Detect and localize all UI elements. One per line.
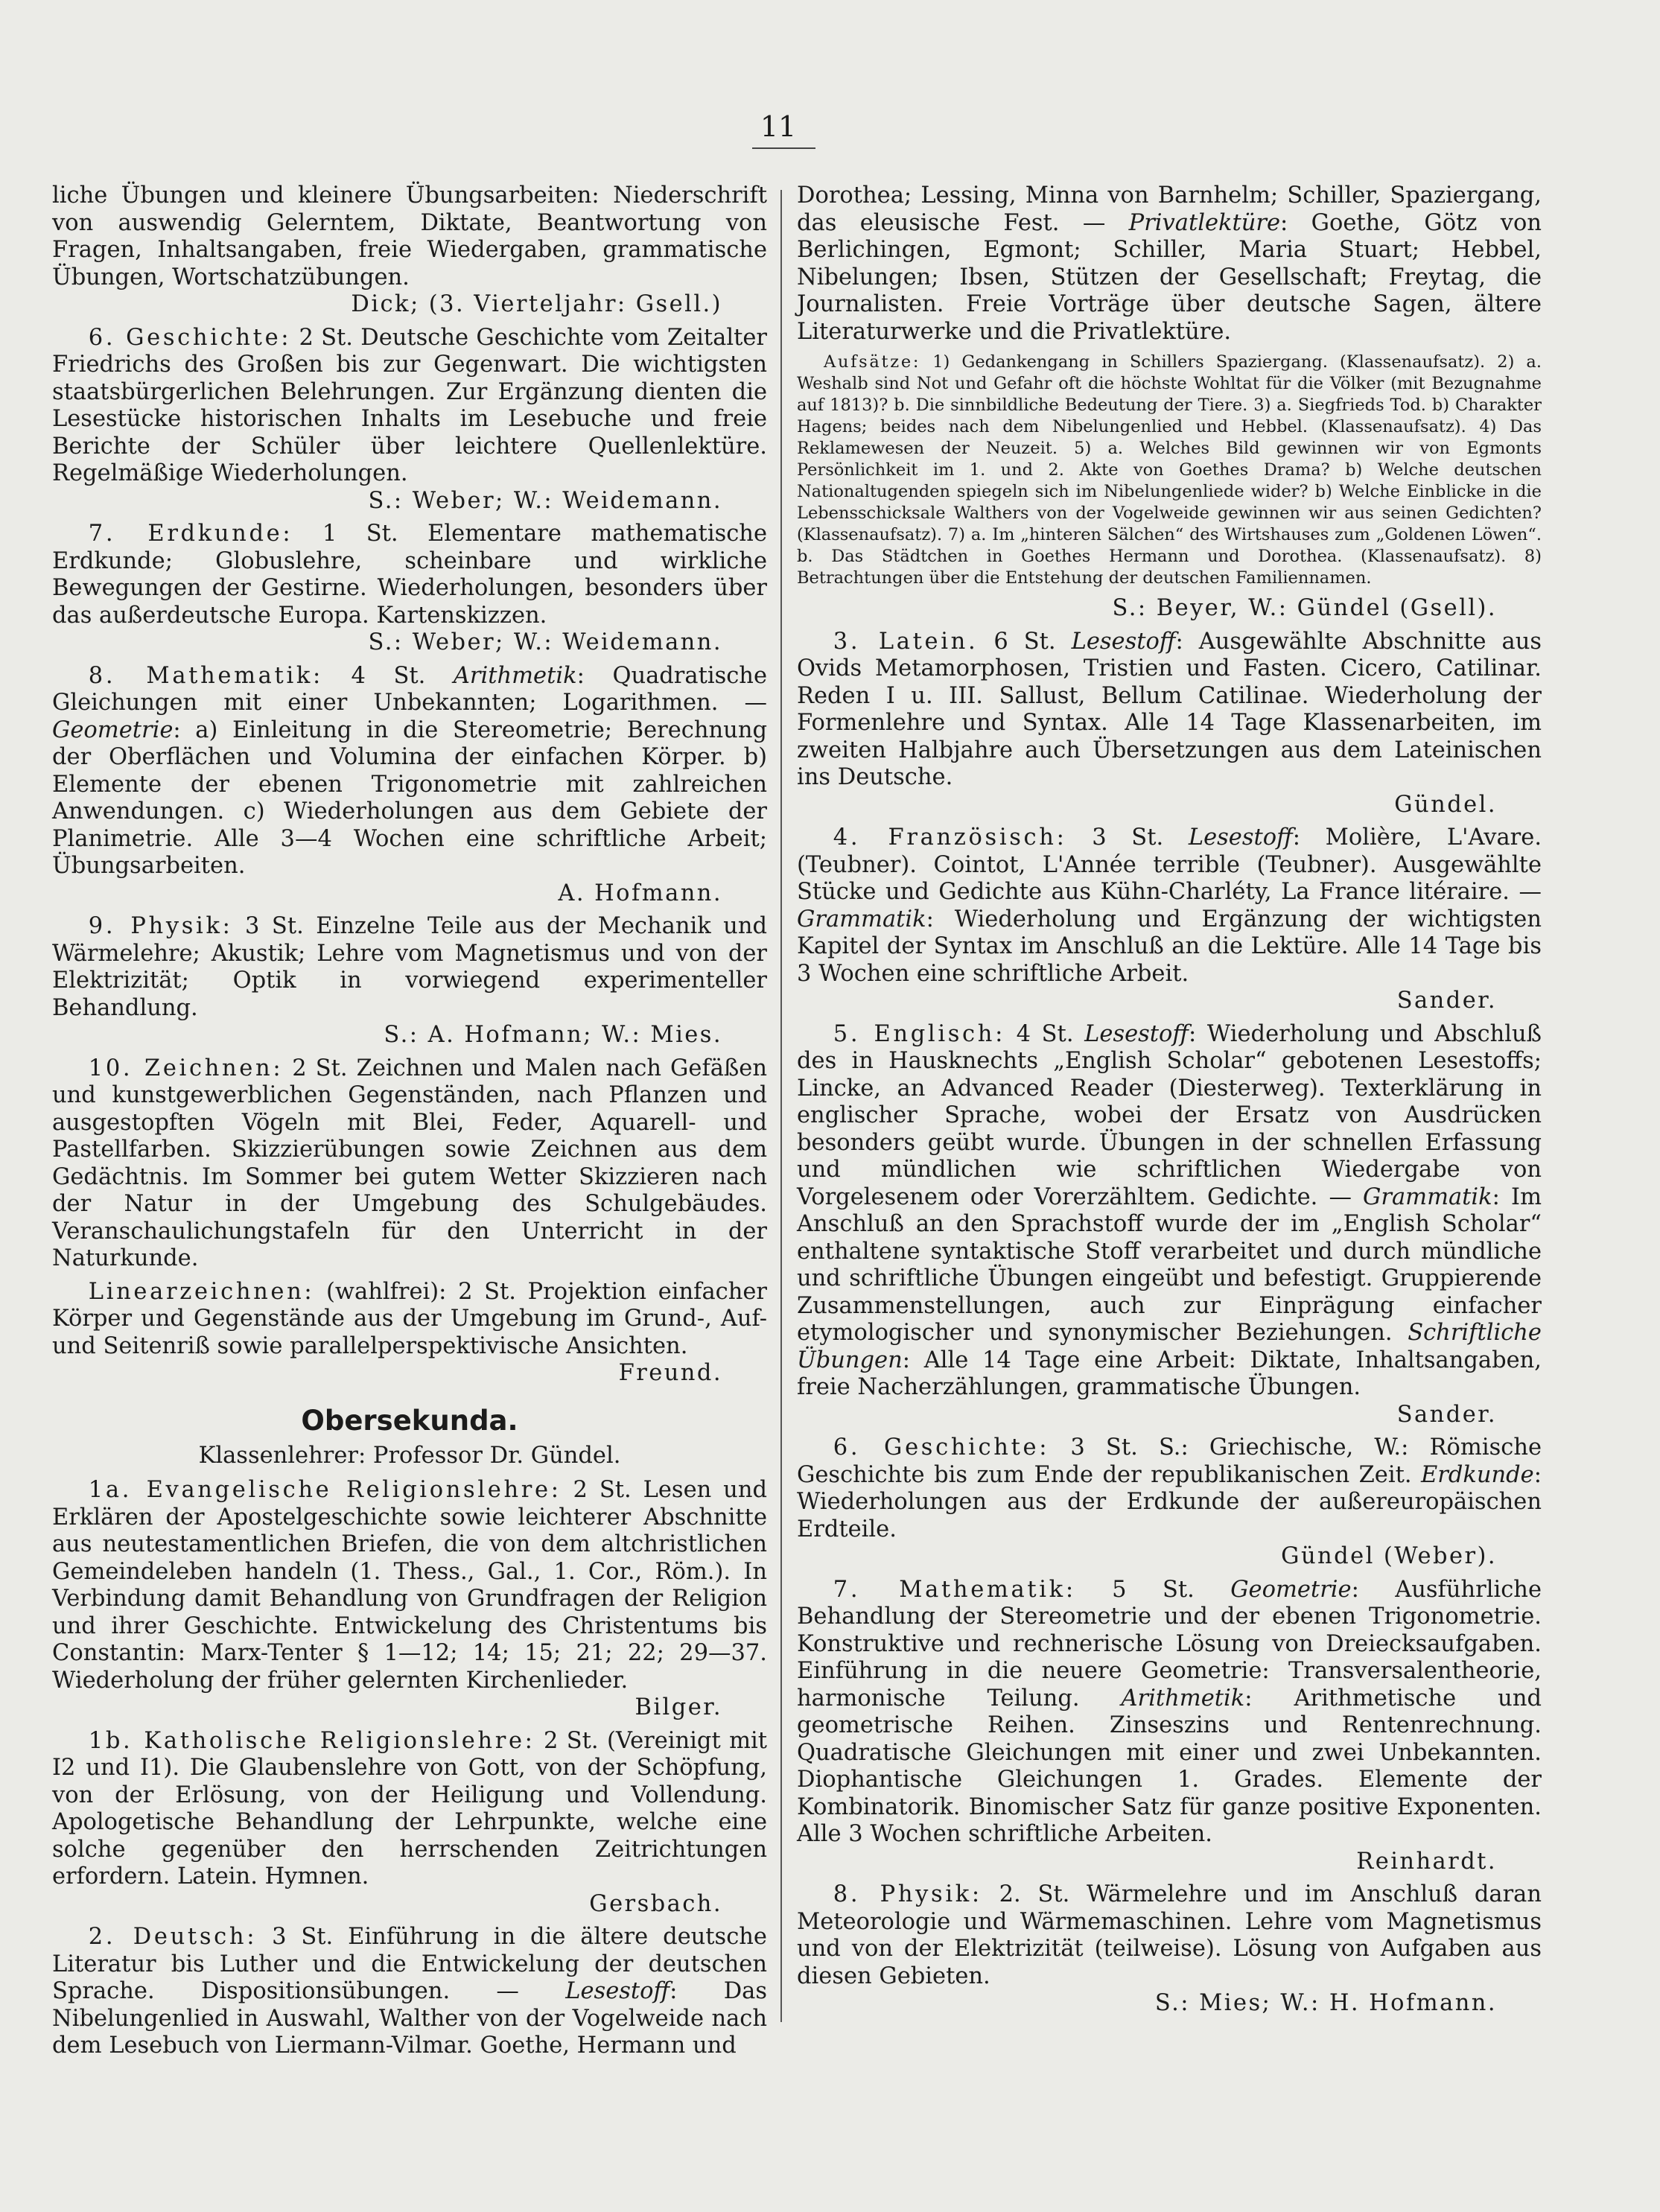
paragraph-aufsaetze bbox=[797, 352, 1542, 589]
text: : Ausführliche Behandlung der Stereometrie und der ebenen Trigonometrie. Konstruktive und rechnerische Lösung von Dreiecksaufgaben. Einführung in die neuere Geometrie: Transversalentheorie, harmonische Teilung. bbox=[797, 1576, 1542, 1712]
topic-label: Grammatik bbox=[797, 906, 926, 932]
teacher-signature: Gündel. bbox=[1394, 791, 1497, 818]
text: : Das Nibelungenlied in Auswahl, Walther von der Vogelweide nach dem Lesebuch von Liermann-Vilmar. Goethe, Hermann und bbox=[52, 1978, 767, 2059]
text: 2 St. Lesen und Erklären der Apostelgeschichte sowie leichterer Abschnitte aus neutestamentlichen Briefen, die von dem altchristlichen Gemeindeleben handeln (1. Thess., Gal., 1. Cor., Röm.). In Verbindung damit Behandlung von Grundfragen der Religion und ihrer Geschichte. Entwickelung des Christentums bis Constantin: Marx-Tenter § 1—12; 14; 15; 21; 22; 29—37. Wiederholung der früher gelernten Kirchenlieder. bbox=[52, 1477, 767, 1694]
subject-label: 8. Physik: bbox=[833, 1881, 982, 1907]
text: : Im Anschluß an den Sprachstoff wurde der im „English Scholar“ enthaltene syntaktische Stoff verarbeitet und durch mündliche und schriftliche Übungen eingeübt und befestigt. Gruppierende Zusammenstellungen, auch zur Einprägung einfacher etymologischer und synonymischer Beziehungen. bbox=[797, 1183, 1542, 1346]
teacher-signature: Sander. bbox=[1396, 988, 1497, 1014]
paragraph-mathematik bbox=[797, 1577, 1542, 1876]
class-teacher-line: Klassenlehrer: Professor Dr. Gündel. bbox=[198, 1442, 621, 1469]
teacher-signature: S.: Weber; W.: Weidemann. bbox=[368, 629, 722, 655]
paragraph-physik bbox=[797, 1881, 1542, 2018]
subject-label: 7. Mathematik: bbox=[833, 1576, 1076, 1603]
section-heading: Obersekunda. bbox=[301, 1404, 518, 1437]
text: : Ausgewählte Abschnitte aus Ovids Metamorphosen, Tristien und Fasten. Cicero, Catilinar. Reden I u. III. Sallust, Bellum Catilinae. Wiederholung der Formenlehre und Syntax. Alle 14 Tage Klassenarbeiten, im zweiten Halbjahre auch Übersetzungen aus dem Lateinischen ins Deutsche. bbox=[797, 628, 1542, 790]
essays-signature-line bbox=[797, 595, 1542, 623]
text: : Quadratische Gleichungen mit einer Unbekannten; Logarithmen. — bbox=[52, 662, 768, 716]
subject-label: 6. Geschichte: bbox=[833, 1434, 1050, 1461]
topic-label: Lesestoff bbox=[1084, 1020, 1189, 1047]
teacher-signature: Gersbach. bbox=[589, 1890, 722, 1917]
teacher-signature: Reinhardt. bbox=[1356, 1848, 1497, 1875]
paragraph-katholische-religion bbox=[52, 1728, 767, 1919]
text: 2. St. Wärmelehre und im Anschluß daran Meteorologie und Wärmemaschinen. Lehre vom Magnetismus und von der Elektrizität (teilweise). Lösung von Aufgaben aus diesen Gebieten. bbox=[797, 1881, 1542, 1989]
subject-label: 9. Physik: bbox=[88, 913, 233, 939]
paragraph-geschichte bbox=[52, 325, 767, 515]
paragraph-erdkunde bbox=[52, 521, 767, 657]
text: 4 St. bbox=[322, 662, 454, 689]
text: 2 St. Zeichnen und Malen nach Gefäßen und kunstgewerblichen Gegenständen, nach Pflanzen und ausgestopften Vögeln mit Blei, Feder, Aquarell- und Pastellfarben. Skizzierübungen sowie Zeichnen aus dem Gedächtnis. Im Sommer bei gutem Wetter Skizzieren nach der Natur in der Umgebung des Schulgebäudes. Veranschaulichungstafeln für den Unterricht in der Naturkunde. bbox=[52, 1055, 767, 1271]
topic-label: Geometrie bbox=[1230, 1576, 1352, 1603]
right-column bbox=[797, 182, 1542, 2024]
left-column bbox=[52, 182, 767, 2066]
topic-label: Schriftliche Übungen bbox=[797, 1320, 1542, 1373]
paragraph-deutsch bbox=[52, 1924, 767, 2060]
page-number: 11 bbox=[760, 110, 797, 143]
text: : Wiederholung und Abschluß des in Hausknechts „English Scholar“ gebotenen Lesestoffs; Lincke, an Advanced Reader (Diesterweg). Texterklärung in englischer Sprache, wobei der Ersatz von Ausdrücken besonders geübt wurde. Übungen in der schnellen Erfassung und mündlichen wie schriftlichen Wiedergabe von Vorgelesenem oder Vorerzähltem. Gedichte. — bbox=[797, 1020, 1542, 1210]
teacher-signature: A. Hofmann. bbox=[558, 880, 722, 906]
teacher-signature: Bilger. bbox=[635, 1694, 722, 1720]
text: 2 St. (Vereinigt mit I2 und I1). Die Glaubenslehre von Gott, von der Schöpfung, von der Erlösung, von der Heiligung und Vollendung. Apologetische Behandlung der Lehrpunkte, welche eine solche gegenüber den herrschenden Zeitrichtungen erfordern. Latein. Hymnen. bbox=[52, 1727, 767, 1890]
text: 3 St. S.: Griechische, W.: Römische Geschichte bis zum Ende der republikanischen Zeit. bbox=[797, 1434, 1542, 1488]
topic-label: Privatlektüre bbox=[1128, 209, 1281, 236]
subject-label: 1b. Katholische Religionslehre: bbox=[88, 1727, 535, 1754]
topic-label: Lesestoff bbox=[565, 1978, 670, 2004]
paragraph-zeichnen bbox=[52, 1055, 767, 1273]
teacher-signature: S.: Mies; W.: H. Hofmann. bbox=[1154, 1990, 1497, 2016]
teacher-signature: S.: Weber; W.: Weidemann. bbox=[368, 487, 722, 514]
page-number-rule bbox=[752, 147, 815, 149]
text: 1) Gedankengang in Schillers Spaziergang. (Klassenaufsatz). 2) a. Weshalb sind Not und Gefahr oft die höchste Wohltat für die Völker (mit Bezugnahme auf 1813)? b. Die sinnbildliche Bedeutung der Tiere. 3) a. Siegfrieds Tod. b) Charakter Hagens; beides nach dem Nibelungenlied und Hebbel. (Klassenaufsatz). 4) Das Reklamewesen der Neuzeit. 5) a. Welches Bild gewinnen wir von Egmonts Persönlichkeit im 1. und 2. Akte von Goethes Drama? b) Welche deutschen Nationaltugenden spiegeln sich im Nibelungenliede wider? b) Welche Einblicke in die Lebensschicksale Walthers von der Vogelweide gewinnen wir aus seinen Gedichten? (Klassenaufsatz). 7) a. Im „hinteren Sälchen“ des Wirtshauses zum „Goldenen Löwen“. b. Das Städtchen in Goethes Hermann und Dorothea. (Klassenaufsatz). 8) Betrachtungen über die Entstehung der deutschen Familiennamen. bbox=[797, 352, 1542, 588]
subject-label: 3. Latein. bbox=[833, 628, 979, 655]
text: 3 St. bbox=[1066, 824, 1189, 851]
subject-label: 1a. Evangelische Religionslehre: bbox=[88, 1477, 562, 1503]
subject-label: Linearzeichnen: bbox=[88, 1278, 315, 1305]
text: 4 St. bbox=[1005, 1020, 1085, 1047]
teacher-signature: S.: A. Hofmann; W.: Mies. bbox=[384, 1022, 722, 1048]
subject-label: 2. Deutsch: bbox=[88, 1924, 258, 1950]
text: : Molière, L'Avare. (Teubner). Cointot, L'Année terrible (Teubner). Ausgewählte Stücke und Gedichte aus Kühn-Charléty, La France litéraire. — bbox=[797, 824, 1542, 905]
topic-label: Lesestoff bbox=[1071, 628, 1176, 655]
subject-label: 6. Geschichte: bbox=[88, 324, 292, 351]
paragraph-evangelische-religion bbox=[52, 1477, 767, 1722]
paragraph-mathematik bbox=[52, 663, 767, 908]
text: : a) Einleitung in die Stereometrie; Berechnung der Oberflächen und Volumina der einfachen Körper. b) Elemente der ebenen Trigonometrie mit zahlreichen Anwendungen. c) Wiederholungen aus dem Gebiete der Planimetrie. Alle 3—4 Wochen eine schriftliche Arbeit; Übungsarbeiten. bbox=[52, 716, 767, 879]
paragraph-deutsch-continued bbox=[52, 182, 767, 319]
text: 1 St. Elementare mathematische Erdkunde; Globuslehre, scheinbare und wirkliche Bewegungen der Gestirne. Wiederholungen, besonders über das außerdeutsche Europa. Kartenskizzen. bbox=[52, 521, 767, 629]
topic-label: Grammatik bbox=[1363, 1183, 1492, 1210]
teacher-signature: Sander. bbox=[1396, 1401, 1497, 1428]
text: : Goethe, Götz von Berlichingen, Egmont; Schiller, Maria Stuart; Hebbel, Nibelungen; Ibsen, Stützen der Gesellschaft; Freytag, die Journalisten. Freie Vorträge über deutsche Sagen, ältere Literaturwerke und die Privatlektüre. bbox=[797, 209, 1542, 345]
paragraph-franzoesisch bbox=[797, 824, 1542, 1015]
text: 3 St. Einführung in die ältere deutsche Literatur bis Luther und die Entwickelung der deutschen Sprache. Dispositionsübungen. — bbox=[52, 1924, 767, 2004]
topic-label: Arithmetik bbox=[453, 662, 577, 689]
teacher-signature: Freund. bbox=[618, 1360, 722, 1386]
text: 5 St. bbox=[1075, 1576, 1231, 1603]
text: : Arithmetische und geometrische Reihen. Zinseszins und Rentenrechnung. Quadratische Gleichungen mit einer und zwei Unbekannten. Diophantische Gleichungen 1. Grades. Elemente der Kombinatorik. Binomischer Satz für ganze positive Exponenten. Alle 3 Wochen schriftliche Arbeiten. bbox=[797, 1685, 1542, 1847]
subject-label: Aufsätze: bbox=[824, 352, 921, 372]
subject-label: 8. Mathematik: bbox=[88, 662, 323, 689]
text: 2 St. Deutsche Geschichte vom Zeitalter Friedrichs des Großen bis zur Gegenwart. Die wichtigsten staatsbürgerlichen Belehrungen. Zur Ergänzung dienten die Lesestücke historischen Inhalts im Lesebuche und freie Berichte der Schüler über leichtere Quellenlektüre. Regelmäßige Wiederholungen. bbox=[52, 324, 768, 486]
subject-label: 7. Erdkunde: bbox=[88, 521, 293, 547]
text: 3 St. Einzelne Teile aus der Mechanik und Wärmelehre; Akustik; Lehre vom Magnetismus und von der Elektrizität; Optik in vorwiegend experimenteller Behandlung. bbox=[52, 913, 767, 1021]
text: : Alle 14 Tage eine Arbeit: Diktate, Inhaltsangaben, freie Nacherzählungen, grammatische Übungen. bbox=[797, 1347, 1542, 1400]
subject-label: 4. Französisch: bbox=[833, 824, 1067, 851]
text: (wahlfrei): 2 St. Projektion einfacher Körper und Gegenstände aus der Umgebung im Grund-, Auf- und Seitenriß sowie parallelperspektivische Ansichten. bbox=[52, 1278, 767, 1359]
text: liche Übungen und kleinere Übungsarbeiten: Niederschrift von auswendig Gelerntem, Diktate, Beantwortung von Fragen, Inhaltsangaben, freie Wiedergaben, grammatische Übungen, Wortschatzübungen. bbox=[52, 182, 767, 290]
topic-label: Lesestoff bbox=[1188, 824, 1293, 851]
paragraph-latein bbox=[797, 629, 1542, 819]
teacher-signature: Gündel (Weber). bbox=[1281, 1543, 1497, 1569]
text: : Wiederholungen aus der Erdkunde der außereuropäischen Erdteile. bbox=[797, 1461, 1542, 1542]
paragraph-englisch bbox=[797, 1021, 1542, 1429]
text: 6 St. bbox=[978, 628, 1072, 655]
text: Dorothea; Lessing, Minna von Barnhelm; Schiller, Spaziergang, das eleusische Fest. — bbox=[797, 182, 1542, 236]
subject-label: 5. Englisch: bbox=[833, 1020, 1006, 1047]
topic-label: Geometrie bbox=[52, 716, 174, 743]
paragraph-geschichte bbox=[797, 1434, 1542, 1571]
teacher-signature: Dick; (3. Vierteljahr: Gsell.) bbox=[351, 291, 722, 317]
text: : Wiederholung und Ergänzung der wichtigsten Kapitel der Syntax im Anschluß an die Lektüre. Alle 14 Tage bis 3 Wochen eine schriftliche Arbeit. bbox=[797, 906, 1542, 987]
column-divider bbox=[780, 190, 782, 2022]
subject-label: 10. Zeichnen: bbox=[88, 1055, 284, 1081]
paragraph-deutsch-continued bbox=[797, 182, 1542, 346]
topic-label: Erdkunde bbox=[1421, 1461, 1534, 1488]
paragraph-linearzeichnen bbox=[52, 1279, 767, 1388]
paragraph-physik bbox=[52, 913, 767, 1049]
topic-label: Arithmetik bbox=[1121, 1685, 1245, 1712]
teacher-signature: S.: Beyer, W.: Gündel (Gsell). bbox=[1112, 595, 1497, 621]
